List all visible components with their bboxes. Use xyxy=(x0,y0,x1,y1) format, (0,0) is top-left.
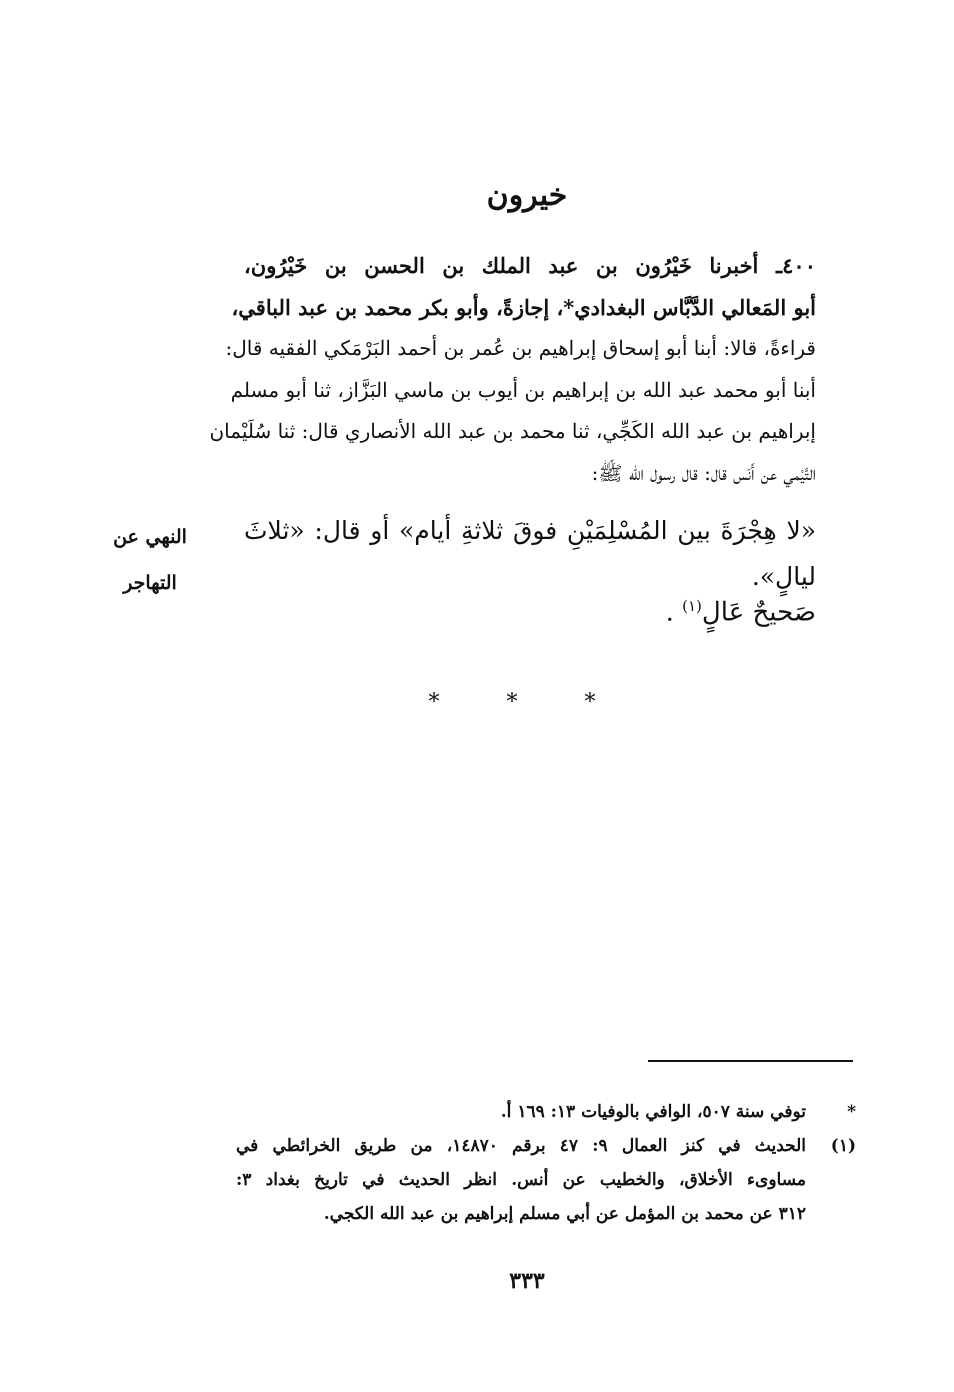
body-line: إبراهيم بن عبد الله الكَجِّي، ثنا محمد بن عبد الله الأنصاري قال: ثنا سُلَيْمان xyxy=(209,419,816,443)
footnote-mark: * xyxy=(847,1102,856,1122)
footnote-divider xyxy=(648,1060,853,1062)
isnad-paragraph xyxy=(209,245,816,494)
hadith-grade xyxy=(666,597,816,628)
margin-note xyxy=(100,514,200,606)
footnote-mark: (١) xyxy=(830,1136,856,1156)
section-separator: * * * xyxy=(428,690,626,715)
hadith-line: ليالٍ». xyxy=(751,562,816,591)
footnotes xyxy=(236,1095,856,1231)
body-line: التَّيْمي عن أَنَس قال: قال رسول الله ﷺ: xyxy=(591,460,816,485)
footnote-line: الحديث في كنز العمال ٩: ٤٧ برقم ١٤٨٧٠، من طريق الخرائطي في xyxy=(236,1136,806,1156)
section-title: خيرون xyxy=(486,178,568,213)
footnote-ref: (١) xyxy=(682,597,702,615)
body-line: قراءةً، قالا: أبنا أبو إسحاق إبراهيم بن عُمر بن أحمد البَرْمَكي الفقيه قال: xyxy=(225,336,816,360)
footnote-text xyxy=(236,1095,806,1129)
body-line: أبنا أبو محمد عبد الله بن إبراهيم بن أيوب بن ماسي البَزَّاز، ثنا أبو مسلم xyxy=(230,377,816,402)
grade-end: . xyxy=(665,597,674,628)
body-line: ٤٠٠ـ أخبرنا خَيْرُون بن عبد الملك بن الحسن بن خَيْرُون، xyxy=(244,253,816,278)
footnote xyxy=(236,1095,856,1129)
footnote-line: مساوىء الأخلاق، والخطيب عن أنس. انظر الحديث في تاريخ بغداد ٣: xyxy=(236,1170,806,1190)
footnote-text xyxy=(236,1129,806,1231)
hadith-text xyxy=(244,508,816,600)
margin-note-line: التهاجر xyxy=(123,572,177,594)
body-line: أبو المَعالي الدَّبَّاس البغدادي*، إجازةً، وأبو بكر محمد بن عبد الباقي، xyxy=(231,294,816,320)
page-number: ٣٣٣ xyxy=(509,1268,545,1294)
footnote-line: توفي سنة ٥٠٧، الوافي بالوفيات ١٣: ١٦٩ أ. xyxy=(500,1102,806,1122)
footnote xyxy=(236,1129,856,1231)
hadith-line: «لا هِجْرَةَ بين المُسْلِمَيْنِ فوقَ ثلاثةِ أيام» أو قال: «ثلاثَ xyxy=(244,516,816,545)
grade-text: صَحيحٌ عَالٍ xyxy=(701,597,816,628)
footnote-line: ٣١٢ عن محمد بن المؤمل عن أبي مسلم إبراهيم بن عبد الله الكجي. xyxy=(323,1204,806,1224)
margin-note-line: النهي عن xyxy=(113,526,187,548)
